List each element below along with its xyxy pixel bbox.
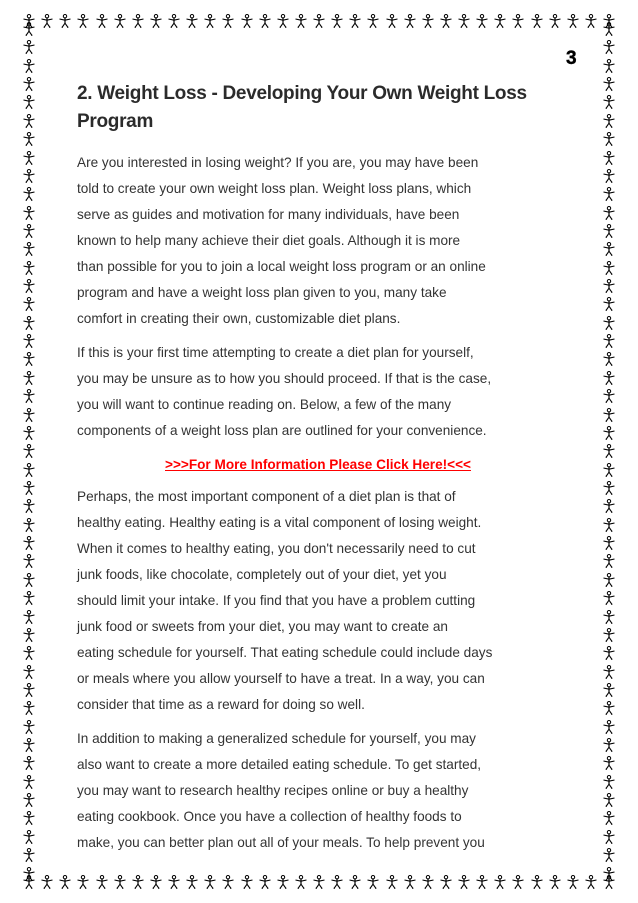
person-figure-icon: [602, 206, 616, 220]
person-figure-icon: [22, 352, 36, 366]
person-figure-icon: [22, 665, 36, 679]
person-figure-icon: [548, 14, 562, 28]
paragraph-line: you will want to continue reading on. Below, a few of the many: [77, 397, 452, 412]
ornamental-border-left: [22, 22, 36, 881]
person-figure-icon: [258, 875, 272, 889]
person-figure-icon: [602, 444, 616, 458]
person-figure-icon: [22, 297, 36, 311]
paragraph-line: should limit your intake. If you find that you have a problem cutting: [77, 593, 476, 608]
paragraph-line: If this is your first time attempting to create a diet plan for yourself,: [77, 345, 474, 360]
person-figure-icon: [602, 793, 616, 807]
person-figure-icon: [22, 316, 36, 330]
person-figure-icon: [22, 95, 36, 109]
person-figure-icon: [22, 408, 36, 422]
person-figure-icon: [493, 875, 507, 889]
person-figure-icon: [22, 40, 36, 54]
person-figure-icon: [221, 875, 235, 889]
paragraph-line: junk food or sweets from your diet, you may want to create an: [77, 619, 448, 634]
paragraph-line: serve as guides and motivation for many individuals, have been: [77, 207, 460, 222]
person-figure-icon: [348, 875, 362, 889]
person-figure-icon: [22, 628, 36, 642]
person-figure-icon: [602, 261, 616, 275]
person-figure-icon: [602, 554, 616, 568]
person-figure-icon: [602, 95, 616, 109]
paragraph-line: In addition to making a generalized schedule for yourself, you may: [77, 731, 476, 746]
person-figure-icon: [22, 426, 36, 440]
person-figure-icon: [22, 206, 36, 220]
paragraph-line: program and have a weight loss plan given to you, many take: [77, 285, 447, 300]
person-figure-icon: [22, 867, 36, 881]
person-figure-icon: [22, 646, 36, 660]
person-figure-icon: [602, 77, 616, 91]
paragraph-line: When it comes to healthy eating, you don't necessarily need to cut: [77, 541, 476, 556]
paragraph-line: eating cookbook. Once you have a collection of healthy foods to: [77, 809, 462, 824]
person-figure-icon: [602, 830, 616, 844]
person-figure-icon: [221, 14, 235, 28]
person-figure-icon: [22, 224, 36, 238]
person-figure-icon: [602, 573, 616, 587]
person-figure-icon: [22, 499, 36, 513]
paragraph: [77, 726, 559, 856]
person-figure-icon: [566, 14, 580, 28]
paragraph-group-main: [77, 484, 559, 856]
person-figure-icon: [602, 738, 616, 752]
person-figure-icon: [530, 875, 544, 889]
person-figure-icon: [602, 683, 616, 697]
person-figure-icon: [22, 775, 36, 789]
person-figure-icon: [22, 830, 36, 844]
person-figure-icon: [22, 518, 36, 532]
person-figure-icon: [294, 14, 308, 28]
person-figure-icon: [22, 610, 36, 624]
person-figure-icon: [330, 875, 344, 889]
person-figure-icon: [40, 14, 54, 28]
person-figure-icon: [530, 14, 544, 28]
paragraph-line: consider that time as a reward for doing so well.: [77, 697, 365, 712]
person-figure-icon: [566, 875, 580, 889]
person-figure-icon: [493, 14, 507, 28]
person-figure-icon: [602, 518, 616, 532]
person-figure-icon: [602, 40, 616, 54]
person-figure-icon: [22, 132, 36, 146]
person-figure-icon: [602, 591, 616, 605]
person-figure-icon: [602, 22, 616, 36]
person-figure-icon: [457, 14, 471, 28]
person-figure-icon: [58, 875, 72, 889]
paragraph-line: make, you can better plan out all of your meals. To help prevent you: [77, 835, 485, 850]
paragraph-line: components of a weight loss plan are outlined for your convenience.: [77, 423, 487, 438]
person-figure-icon: [22, 444, 36, 458]
person-figure-icon: [511, 875, 525, 889]
article-heading-line: 2. Weight Loss - Developing Your Own Weight Loss: [77, 83, 527, 104]
paragraph-line: Perhaps, the most important component of a diet plan is that of: [77, 489, 456, 504]
person-figure-icon: [602, 187, 616, 201]
person-figure-icon: [22, 683, 36, 697]
person-figure-icon: [58, 14, 72, 28]
person-figure-icon: [95, 14, 109, 28]
person-figure-icon: [113, 875, 127, 889]
person-figure-icon: [602, 426, 616, 440]
person-figure-icon: [602, 499, 616, 513]
person-figure-icon: [22, 22, 36, 36]
more-information-link[interactable]: >>>For More Information Please Click Here!<<<: [165, 457, 471, 472]
person-figure-icon: [312, 875, 326, 889]
paragraph: [77, 484, 559, 718]
person-figure-icon: [385, 875, 399, 889]
person-figure-icon: [602, 408, 616, 422]
person-figure-icon: [602, 151, 616, 165]
paragraph-line: you may be unsure as to how you should proceed. If that is the case,: [77, 371, 492, 386]
person-figure-icon: [602, 610, 616, 624]
person-figure-icon: [602, 371, 616, 385]
person-figure-icon: [602, 701, 616, 715]
person-figure-icon: [602, 279, 616, 293]
person-figure-icon: [584, 14, 598, 28]
person-figure-icon: [240, 875, 254, 889]
person-figure-icon: [602, 848, 616, 862]
ornamental-border-right: [602, 22, 616, 881]
person-figure-icon: [240, 14, 254, 28]
person-figure-icon: [602, 389, 616, 403]
person-figure-icon: [584, 875, 598, 889]
person-figure-icon: [294, 875, 308, 889]
person-figure-icon: [22, 279, 36, 293]
person-figure-icon: [22, 701, 36, 715]
person-figure-icon: [22, 463, 36, 477]
person-figure-icon: [602, 665, 616, 679]
article-body: [77, 80, 559, 864]
person-figure-icon: [258, 14, 272, 28]
paragraph-line: told to create your own weight loss plan. Weight loss plans, which: [77, 181, 472, 196]
person-figure-icon: [22, 720, 36, 734]
person-figure-icon: [22, 151, 36, 165]
person-figure-icon: [602, 481, 616, 495]
paragraph-line: known to help many achieve their diet goals. Although it is more: [77, 233, 461, 248]
paragraph-line: junk foods, like chocolate, completely out of your diet, yet you: [77, 567, 447, 582]
person-figure-icon: [203, 875, 217, 889]
person-figure-icon: [22, 738, 36, 752]
person-figure-icon: [22, 756, 36, 770]
person-figure-icon: [421, 14, 435, 28]
paragraph-line: than possible for you to join a local weight loss program or an online: [77, 259, 486, 274]
person-figure-icon: [366, 875, 380, 889]
page-number: 3: [566, 48, 577, 69]
person-figure-icon: [22, 573, 36, 587]
paragraph-line: eating schedule for yourself. That eating schedule could include days: [77, 645, 493, 660]
person-figure-icon: [22, 389, 36, 403]
person-figure-icon: [185, 14, 199, 28]
paragraph-line: Are you interested in losing weight? If you are, you may have been: [77, 155, 479, 170]
person-figure-icon: [22, 811, 36, 825]
person-figure-icon: [403, 14, 417, 28]
person-figure-icon: [22, 481, 36, 495]
ornamental-border-top: [22, 14, 616, 28]
person-figure-icon: [602, 811, 616, 825]
person-figure-icon: [602, 169, 616, 183]
person-figure-icon: [131, 14, 145, 28]
person-figure-icon: [475, 875, 489, 889]
person-figure-icon: [149, 14, 163, 28]
person-figure-icon: [76, 875, 90, 889]
person-figure-icon: [185, 875, 199, 889]
person-figure-icon: [602, 463, 616, 477]
person-figure-icon: [602, 720, 616, 734]
person-figure-icon: [421, 875, 435, 889]
person-figure-icon: [22, 591, 36, 605]
person-figure-icon: [439, 875, 453, 889]
person-figure-icon: [457, 875, 471, 889]
person-figure-icon: [22, 848, 36, 862]
person-figure-icon: [602, 646, 616, 660]
person-figure-icon: [475, 14, 489, 28]
person-figure-icon: [330, 14, 344, 28]
person-figure-icon: [276, 875, 290, 889]
person-figure-icon: [76, 14, 90, 28]
person-figure-icon: [385, 14, 399, 28]
person-figure-icon: [22, 334, 36, 348]
person-figure-icon: [95, 875, 109, 889]
person-figure-icon: [602, 334, 616, 348]
person-figure-icon: [22, 536, 36, 550]
person-figure-icon: [40, 875, 54, 889]
person-figure-icon: [149, 875, 163, 889]
person-figure-icon: [22, 59, 36, 73]
ornamental-border-bottom: [22, 875, 616, 889]
person-figure-icon: [113, 14, 127, 28]
person-figure-icon: [602, 114, 616, 128]
person-figure-icon: [602, 352, 616, 366]
paragraph-line: or meals where you allow yourself to have a treat. In a way, you can: [77, 671, 485, 686]
person-figure-icon: [511, 14, 525, 28]
person-figure-icon: [602, 775, 616, 789]
person-figure-icon: [167, 875, 181, 889]
person-figure-icon: [548, 875, 562, 889]
person-figure-icon: [602, 242, 616, 256]
article-heading-line: Program: [77, 111, 154, 132]
person-figure-icon: [22, 77, 36, 91]
person-figure-icon: [22, 371, 36, 385]
person-figure-icon: [276, 14, 290, 28]
person-figure-icon: [602, 536, 616, 550]
person-figure-icon: [131, 875, 145, 889]
person-figure-icon: [602, 132, 616, 146]
paragraph: [77, 340, 559, 444]
person-figure-icon: [203, 14, 217, 28]
promo-link-container: [77, 452, 559, 478]
paragraph-line: comfort in creating their own, customizable diet plans.: [77, 311, 401, 326]
person-figure-icon: [602, 59, 616, 73]
person-figure-icon: [312, 14, 326, 28]
person-figure-icon: [602, 316, 616, 330]
paragraph-group-intro: [77, 150, 559, 444]
paragraph-line: healthy eating. Healthy eating is a vital component of losing weight.: [77, 515, 482, 530]
person-figure-icon: [22, 242, 36, 256]
person-figure-icon: [602, 628, 616, 642]
person-figure-icon: [167, 14, 181, 28]
person-figure-icon: [22, 169, 36, 183]
person-figure-icon: [403, 875, 417, 889]
person-figure-icon: [602, 756, 616, 770]
paragraph-line: you may want to research healthy recipes online or buy a healthy: [77, 783, 469, 798]
person-figure-icon: [22, 793, 36, 807]
person-figure-icon: [439, 14, 453, 28]
person-figure-icon: [602, 297, 616, 311]
person-figure-icon: [602, 867, 616, 881]
person-figure-icon: [348, 14, 362, 28]
paragraph: [77, 150, 559, 332]
person-figure-icon: [22, 187, 36, 201]
person-figure-icon: [22, 261, 36, 275]
paragraph-line: also want to create a more detailed eating schedule. To get started,: [77, 757, 482, 772]
person-figure-icon: [602, 224, 616, 238]
person-figure-icon: [22, 554, 36, 568]
person-figure-icon: [366, 14, 380, 28]
article-heading: [77, 80, 559, 136]
person-figure-icon: [22, 114, 36, 128]
